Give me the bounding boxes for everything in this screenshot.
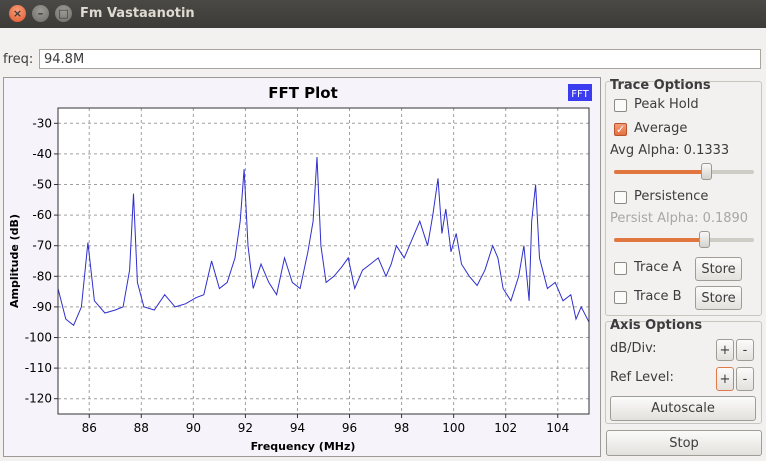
y-tick-label: -120 <box>24 391 52 406</box>
trace-a-checkbox[interactable] <box>614 262 627 275</box>
average-label: Average <box>634 121 688 136</box>
y-tick-labels <box>25 116 58 405</box>
y-tick-label: -80 <box>32 269 52 284</box>
y-tick-label: -70 <box>32 238 52 253</box>
plot-title: FFT Plot <box>268 84 338 102</box>
fft-legend-label: FFT <box>571 89 589 100</box>
y-axis-label: Amplitude (dB) <box>8 214 21 308</box>
y-tick-label: -60 <box>32 208 52 223</box>
trace-b-label: Trace B <box>634 289 682 304</box>
axis-options-heading: Axis Options <box>610 318 703 333</box>
control-panel <box>604 76 766 461</box>
db-div-minus-button[interactable]: - <box>736 339 754 361</box>
freq-input[interactable] <box>39 49 761 69</box>
y-tick-label: -90 <box>32 299 52 314</box>
x-tick-label: 98 <box>393 421 410 435</box>
ref-level-label: Ref Level: <box>610 370 674 385</box>
persistence-label: Persistence <box>634 189 709 204</box>
persist-alpha-slider[interactable] <box>614 238 754 242</box>
x-tick-label: 94 <box>289 421 306 435</box>
ref-level-minus-button[interactable]: - <box>736 367 754 391</box>
close-window-icon[interactable]: × <box>9 5 26 22</box>
persist-alpha-label: Persist Alpha: 0.1890 <box>610 211 749 226</box>
x-tick-label: 102 <box>494 421 518 435</box>
avg-alpha-slider[interactable] <box>614 170 754 174</box>
persistence-checkbox[interactable] <box>614 191 627 204</box>
y-tick-label: -110 <box>24 361 52 376</box>
avg-alpha-fill <box>614 170 706 174</box>
persist-alpha-handle[interactable] <box>699 231 710 248</box>
x-tick-label: 104 <box>546 421 570 435</box>
x-tick-label: 90 <box>185 421 201 435</box>
peak-hold-checkbox[interactable] <box>614 99 627 112</box>
freq-row <box>0 28 766 74</box>
x-tick-label: 96 <box>341 421 358 435</box>
avg-alpha-label: Avg Alpha: 0.1333 <box>610 143 730 158</box>
x-tick-label: 92 <box>237 421 254 435</box>
trace-a-label: Trace A <box>634 260 682 275</box>
y-tick-label: -30 <box>32 116 52 131</box>
x-tick-labels <box>82 414 570 435</box>
x-tick-label: 88 <box>133 421 149 435</box>
peak-hold-label: Peak Hold <box>634 97 699 112</box>
checkmark-icon: ✓ <box>615 123 626 136</box>
x-tick-label: 86 <box>81 421 97 435</box>
avg-alpha-handle[interactable] <box>701 163 712 180</box>
ref-level-plus-button[interactable]: + <box>716 367 734 391</box>
trace-b-checkbox[interactable] <box>614 291 627 304</box>
y-tick-label: -100 <box>24 330 52 345</box>
maximize-window-icon[interactable]: □ <box>55 5 72 22</box>
store-trace-b-button[interactable]: Store <box>695 286 742 310</box>
db-div-plus-button[interactable]: + <box>716 339 734 361</box>
y-tick-label: -50 <box>32 177 52 192</box>
store-trace-a-button[interactable]: Store <box>695 257 742 281</box>
autoscale-button[interactable]: Autoscale <box>610 396 756 421</box>
freq-label: freq: <box>3 52 34 67</box>
y-tick-label: -40 <box>32 146 52 161</box>
fft-plot-panel <box>3 77 601 457</box>
trace-options-heading: Trace Options <box>610 78 711 93</box>
fft-plot[interactable] <box>4 78 600 456</box>
window-title: Fm Vastaanotin <box>80 6 195 21</box>
stop-button[interactable]: Stop <box>606 430 762 456</box>
db-div-label: dB/Div: <box>610 341 657 356</box>
x-tick-label: 100 <box>442 421 466 435</box>
window-titlebar <box>0 0 766 28</box>
average-checkbox[interactable] <box>614 123 627 136</box>
x-axis-label: Frequency (MHz) <box>250 440 356 453</box>
persist-alpha-fill <box>614 238 704 242</box>
minimize-window-icon[interactable]: – <box>32 5 49 22</box>
